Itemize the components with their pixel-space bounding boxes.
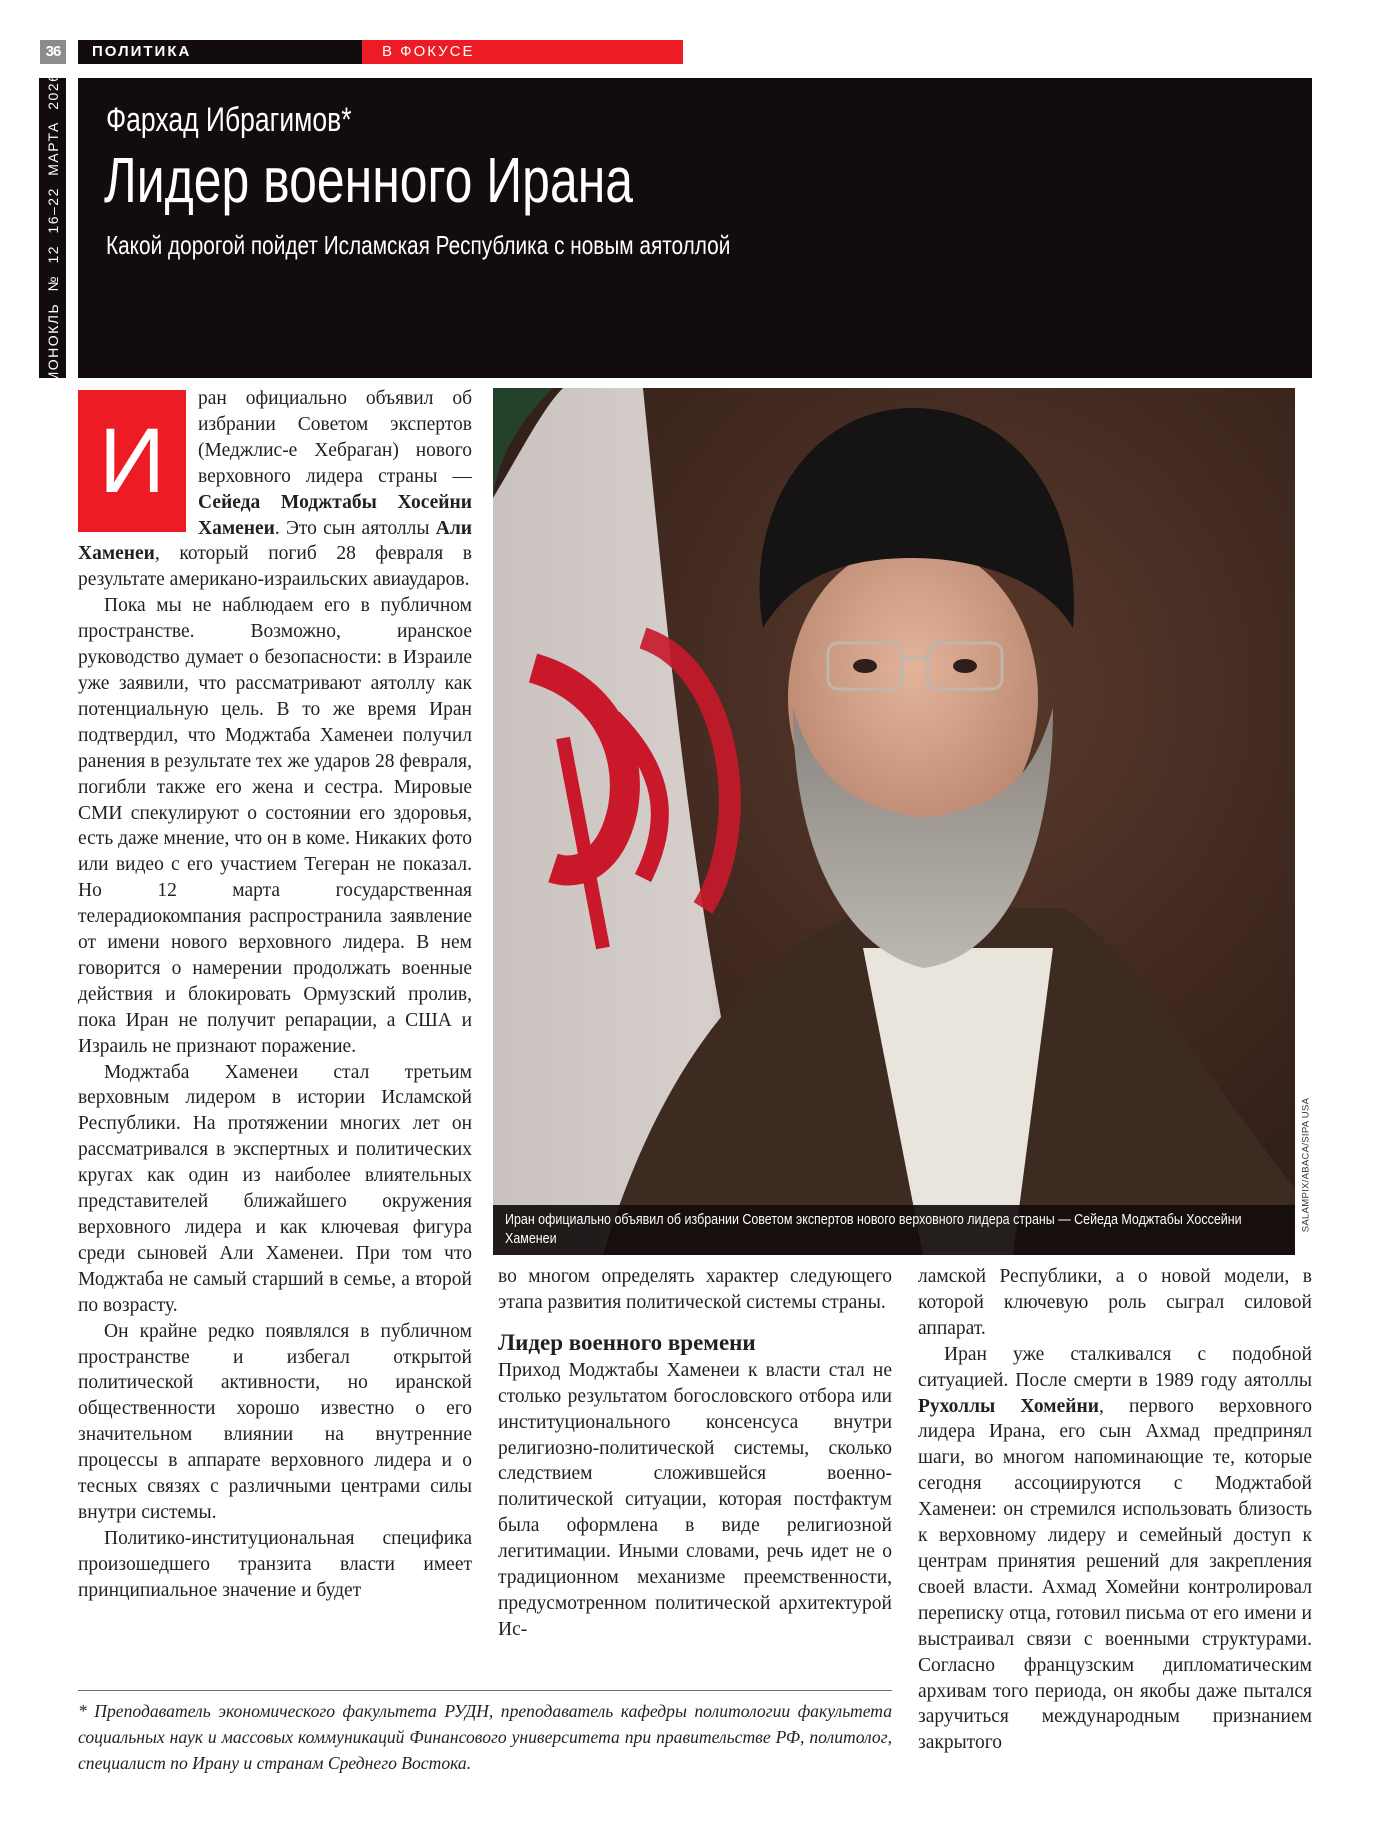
portrait-illustration bbox=[493, 388, 1295, 1255]
paragraph-continued: ламской Республики, а о новой модели, в которой ключевую роль сыграл силовой аппарат. bbox=[918, 1266, 1312, 1339]
text-run: . Это сын аятоллы bbox=[274, 517, 436, 539]
paragraph: Он крайне редко появлялся в публичном пространстве и избегал открытой политической активности, но иранской общественности хорошо известно о его значительном влиянии на внутренние процессы в аппарате верховного лидера и о тесных связях с различными центрами силы внутри системы. bbox=[78, 1320, 472, 1523]
author-name: Фархад Ибрагимов* bbox=[106, 101, 352, 139]
bold-name: Али Хаменеи bbox=[78, 517, 472, 565]
drop-cap: И bbox=[78, 390, 186, 532]
issue-strip bbox=[39, 72, 66, 384]
section-label: ПОЛИТИКА bbox=[78, 40, 362, 64]
paragraph-continued: во многом определять характер следующего этапа развития политической системы страны. bbox=[498, 1266, 892, 1313]
bold-name: Сейеда Моджтабы Хосейни Хаменеи bbox=[198, 491, 472, 539]
text-run: ран официально объявил об избрании Советом экспертов (Меджлис-е Хебраган) нового верховного лидера страны — bbox=[198, 388, 472, 487]
column-left bbox=[78, 386, 472, 1680]
section-subheading: Лидер военного времени bbox=[498, 1329, 756, 1355]
article-header bbox=[78, 78, 1312, 378]
eye-left bbox=[853, 659, 877, 673]
column-right bbox=[918, 1264, 1312, 1820]
photo-credit bbox=[1298, 1085, 1314, 1245]
paragraph: Политико-институциональная специфика произошедшего транзита власти имеет принципиальное значение и будет bbox=[78, 1527, 472, 1601]
article-subtitle: Какой дорогой пойдет Исламская Республика с новым аятоллой bbox=[106, 230, 731, 260]
paragraph: Приход Моджтабы Хаменеи к власти стал не столько результатом богословского отбора или институционального консенсуса внутри религиозно-политической системы, сколько следствием сложившейся военно-политической ситуации, которая постфактум была оформлена в виде религиозной легитимации. Иными словами, речь идет не о традиционном механизме преемственности, предусмотренном политической архитектурой Ис- bbox=[498, 1359, 892, 1640]
text-run: , который погиб 28 февраля в результате американо-израильских авиаударов. bbox=[78, 543, 472, 591]
text-run: Иран уже сталкивался с подобной ситуацией. После смерти в 1989 году аятоллы bbox=[918, 1343, 1312, 1391]
article-title: Лидер военного Ирана bbox=[104, 144, 634, 216]
text-run: , первого верховного лидера Ирана, его сын Ахмад предпринял шаги, во многом напоминающие те, которые сегодня ассоциируются с Моджтабой Хаменеи: он стремился использовать близость к верховному лидеру и семейный доступ к центрам принятия решений для закрепления своей власти. Ахмад Хомейни контролировал переписку отца, готовил письма от его имени и выстраивал связи с военными структурами. Согласно французским дипломатическим архивам того периода, он якобы даже пытался заручиться международным признанием закрытого bbox=[918, 1395, 1312, 1754]
author-footnote: * Преподаватель экономического факультета РУДН, преподаватель кафедры политологии факультета социальных наук и массовых коммуникаций Финансового университета при правительстве РФ, политолог, специалист по Ирану и странам Среднего Востока. bbox=[78, 1701, 892, 1773]
photo-caption-text: Иран официально объявил об избрании Советом экспертов нового верховного лидера страны — Сейеда Моджтабы Хоссейни Хаменеи bbox=[505, 1212, 1242, 1247]
bold-name: Рухоллы Хомейни bbox=[918, 1395, 1099, 1417]
photo-caption bbox=[493, 1205, 1295, 1255]
column-middle bbox=[498, 1264, 892, 1680]
footnote-divider bbox=[78, 1690, 892, 1691]
page-number: 36 bbox=[40, 40, 66, 64]
paragraph: Пока мы не наблюдаем его в публичном пространстве. Возможно, иранское руководство думает о безопасности: в Израиле уже заявили, что рассматривают аятоллу как потенциальную цель. В то же время Иран подтвердил, что Моджтаба Хаменеи получил ранения в результате тех же ударов 28 февраля, погибли также его жена и сестра. Мировые СМИ спекулируют о состоянии его здоровья, есть даже мнение, что он в коме. Никаких фото или видео с его участием Тегеран не показал. Но 12 марта государственная телерадиокомпания распространила заявление от имени нового верховного лидера. В нем говорится о намерении продолжать военные действия и блокировать Ормузский пролив, пока Иран не получит репарации, а США и Израиль не признают поражение. bbox=[78, 595, 472, 1057]
issue-info: МОНОКЛЬ № 12 16–22 МАРТА 2026 bbox=[44, 72, 61, 384]
paragraph: Моджтаба Хаменеи стал третьим верховным лидером в истории Исламской Республики. На протяжении многих лет он рассматривался в экспертных и политических кругах как один из наиболее влиятельных представителей ближайшего окружения верховного лидера и как ключевая фигура среди сыновей Али Хаменеи. При том что Моджтаба не самый старший в семье, а второй по возрасту. bbox=[78, 1061, 472, 1316]
eye-right bbox=[953, 659, 977, 673]
photo-credit-text: SALAMPIX/ABACA/SIPA USA bbox=[1300, 1097, 1312, 1233]
rubric-label: В ФОКУСЕ bbox=[362, 40, 683, 64]
paragraph bbox=[918, 1342, 1312, 1757]
article-photo bbox=[493, 388, 1295, 1255]
